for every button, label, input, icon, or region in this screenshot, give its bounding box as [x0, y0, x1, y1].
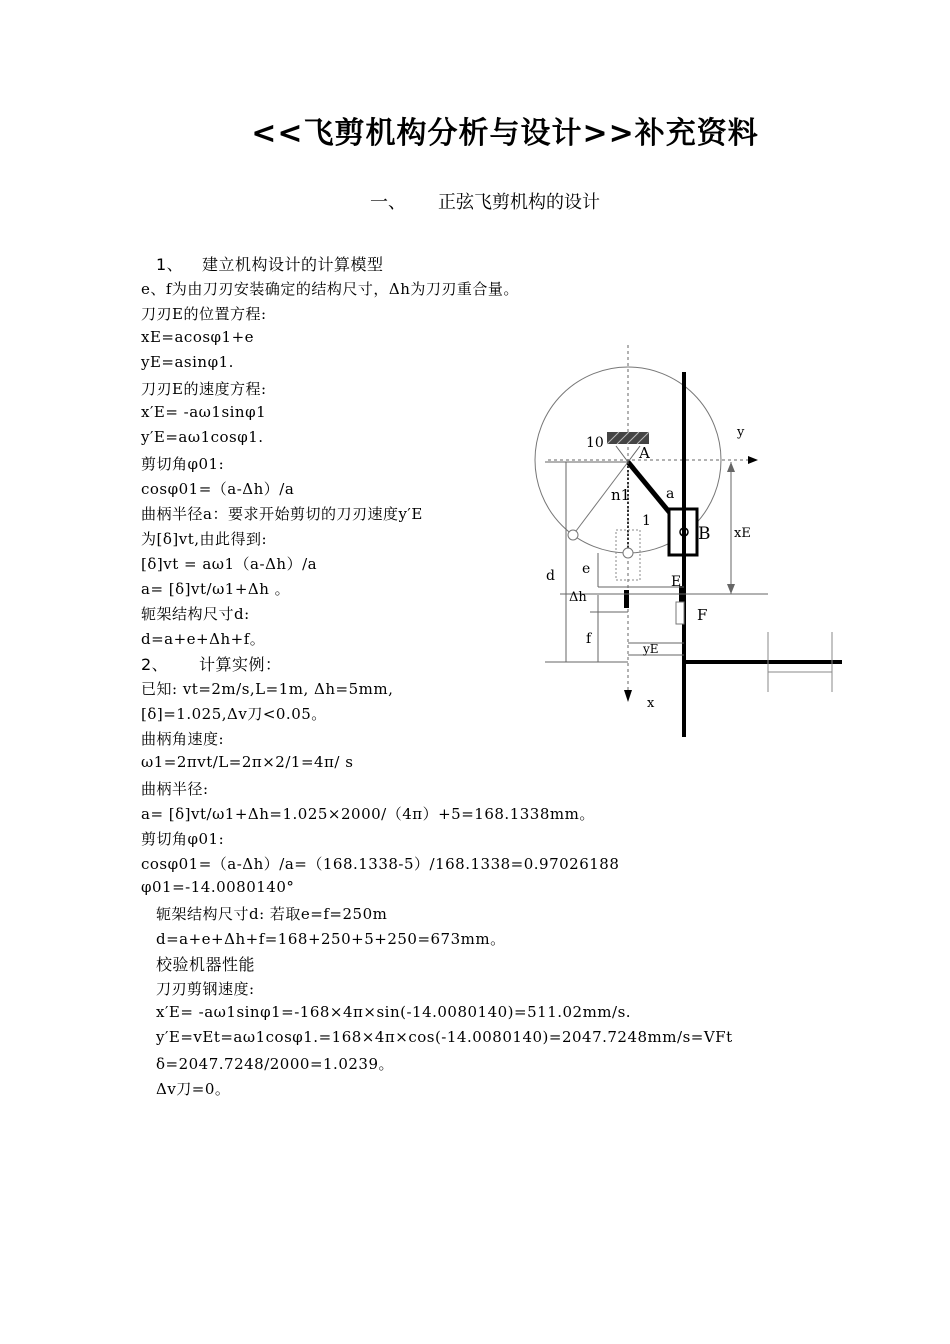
label-10: 10 [586, 435, 604, 451]
subsection-heading-3: 校验机器性能 [156, 955, 256, 974]
text-line: 已知: vt=2m/s,L=1m, Δh=5mm, [141, 680, 394, 698]
label-dh: Δh [569, 590, 587, 605]
label-n1: n1 [611, 486, 631, 504]
text-line: [δ]=1.025,Δv刀<0.05。 [141, 705, 327, 723]
text-line: 刀刃E的速度方程: [141, 380, 267, 398]
formula-line: [δ]vt = aω1（a-Δh）/a [141, 555, 318, 573]
label-f: f [586, 631, 592, 647]
text-line: 曲柄角速度: [141, 730, 225, 748]
section-title: 正弦飞剪机构的设计 [438, 192, 600, 213]
formula-line: x′E= -aω1sinφ1=-168×4π×sin(-14.0080140)=511.02mm/s. [156, 1003, 632, 1021]
formula-line: xE=acosφ1+e [141, 328, 255, 346]
label-1: 1 [642, 513, 651, 529]
formula-line: cosφ01=（a-Δh）/a [141, 480, 295, 498]
subsection-number: 1、 [156, 255, 184, 274]
text-line: 轭架结构尺寸d: 若取e=f=250m [156, 905, 388, 923]
label-e: e [582, 561, 591, 577]
label-xE: xE [734, 526, 751, 541]
text-line: 剪切角φ01: [141, 455, 225, 473]
formula-line: d=a+e+Δh+f=168+250+5+250=673mm。 [156, 930, 506, 948]
formula-line: Δv刀=0。 [156, 1080, 231, 1098]
section-number: 一、 [370, 192, 406, 213]
subsection-title: 计算实例： [199, 655, 282, 674]
text-line: 刀刃剪钢速度: [156, 980, 255, 998]
label-B: B [698, 524, 711, 544]
formula-line: ω1=2πvt/L=2π×2/1=4π/ s [141, 753, 354, 771]
label-A: A [639, 444, 650, 462]
label-a: a [666, 486, 675, 502]
y-axis-arrow [748, 456, 758, 464]
text-line: 刀刃E的位置方程: [141, 305, 267, 323]
formula-line: φ01=-14.0080140° [141, 878, 295, 896]
formula-line: d=a+e+Δh+f。 [141, 630, 266, 648]
label-y: y [737, 425, 745, 440]
x-axis-arrow [624, 690, 632, 702]
text-line: 为[δ]vt,由此得到: [141, 530, 268, 548]
blade-lower [624, 590, 629, 608]
text-line: 剪切角φ01: [141, 830, 225, 848]
document-title: <<飞剪机构分析与设计>>补充资料 [251, 116, 759, 151]
text-line: 曲柄半径: [141, 780, 209, 798]
label-d: d [546, 568, 555, 584]
text-line: e、f为由刀刃安装确定的结构尺寸，Δh为刀刃重合量。 [141, 280, 519, 298]
subsection-title: 建立机构设计的计算模型 [202, 255, 384, 274]
label-F: F [697, 606, 708, 624]
formula-line: y′E=vEt=aω1cosφ1.=168×4π×cos(-14.0080140)=2047.7248mm/s=VFt [156, 1028, 733, 1046]
label-yE: yE [643, 642, 659, 656]
formula-line: δ=2047.7248/2000=1.0239。 [156, 1055, 394, 1073]
formula-line: yE=asinφ1. [141, 353, 234, 371]
formula-line: a= [δ]vt/ω1+Δh 。 [141, 580, 291, 598]
formula-line: y′E=aω1cosφ1. [141, 428, 264, 446]
formula-line: a= [δ]vt/ω1+Δh=1.025×2000/（4π）+5=168.1338mm。 [141, 805, 595, 823]
label-E: E [671, 574, 682, 590]
subsection-number: 2、 [141, 655, 169, 674]
text-line: 轭架结构尺寸d: [141, 605, 250, 623]
label-x: x [647, 696, 655, 711]
text-line: 曲柄半径a：要求开始剪切的刀刃速度y′E [141, 505, 423, 523]
formula-line: cosφ01=（a-Δh）/a=（168.1338-5）/168.1338=0.97026188 [141, 855, 620, 873]
formula-line: x′E= -aω1sinφ1 [141, 403, 267, 421]
